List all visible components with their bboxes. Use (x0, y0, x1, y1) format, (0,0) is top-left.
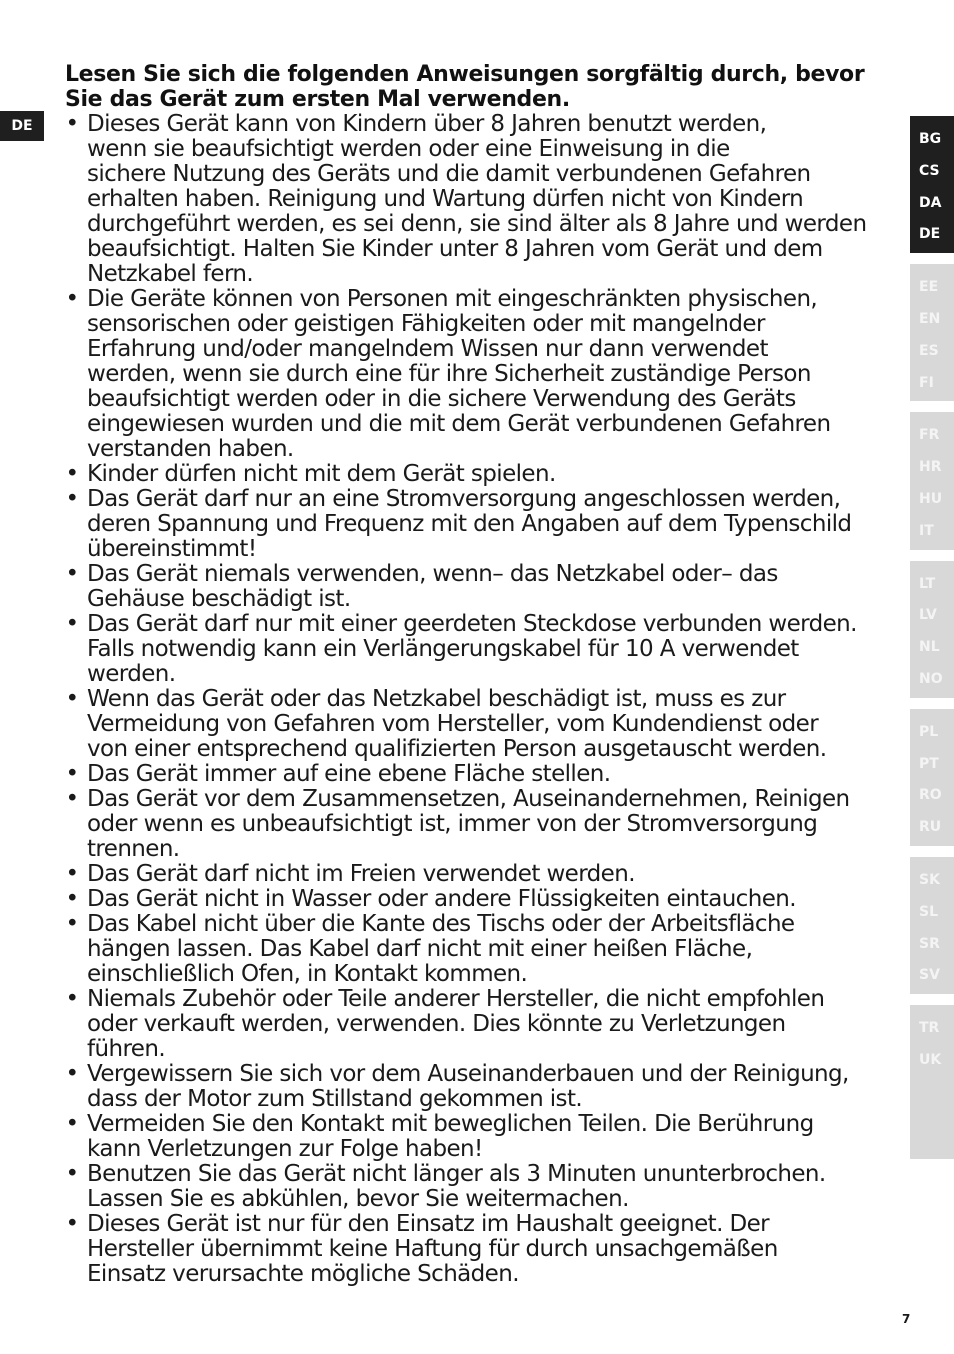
list-item-line: Kinder dürfen nicht mit dem Gerät spielen. (87, 461, 556, 487)
bullet-icon: • (65, 911, 79, 937)
list-item (65, 762, 895, 787)
bullet-icon: • (65, 1211, 79, 1237)
list-item (65, 112, 895, 287)
bullet-icon: • (65, 686, 79, 712)
bullet-icon: • (65, 786, 79, 812)
bullet-icon: • (65, 761, 79, 787)
list-item-line: Dieses Gerät ist nur für den Einsatz im Haushalt geeignet. Der (87, 1211, 770, 1237)
list-item-line: hängen lassen. Das Kabel darf nicht mit einer heißen Fläche, (87, 936, 753, 962)
list-item (65, 612, 895, 687)
language-group (910, 264, 954, 401)
language-group (910, 561, 954, 698)
list-item (65, 862, 895, 887)
language-code-bg: BG (919, 131, 942, 147)
list-item-line: von einer entsprechend qualifizierten Person ausgetauscht werden. (87, 736, 827, 762)
language-code-sk: SK (919, 871, 940, 888)
language-code-pl: PL (919, 723, 939, 740)
bullet-icon: • (65, 561, 79, 587)
list-item (65, 1162, 895, 1212)
list-item-line: eingewiesen wurden und die mit dem Gerät verbundenen Gefahren (87, 411, 831, 437)
language-code-fi: FI (919, 374, 934, 391)
language-code-sl: SL (919, 903, 939, 920)
page-number: 7 (902, 1312, 911, 1326)
list-item (65, 287, 895, 462)
list-item-line: führen. (87, 1036, 166, 1062)
list-item-line: Vergewissern Sie sich vor dem Auseinanderbauen und der Reinigung, (87, 1061, 849, 1087)
list-item-line: beaufsichtigt werden oder in die sichere Verwendung des Geräts (87, 386, 796, 412)
list-item-line: Hersteller übernimmt keine Haftung für durch unsachgemäßen (87, 1236, 778, 1262)
list-item (65, 1212, 895, 1287)
bullet-icon: • (65, 286, 79, 312)
language-code-pt: PT (919, 755, 939, 772)
list-item (65, 1112, 895, 1162)
language-code-uk: UK (919, 1051, 942, 1068)
instruction-list (65, 112, 895, 1287)
list-item-line: Erfahrung und/oder mangelndem Wissen nur dann verwendet (87, 336, 768, 362)
list-item-line: einschließlich Ofen, in Kontakt kommen. (87, 961, 528, 987)
list-item-line: werden. (87, 661, 176, 687)
language-code-lt: LT (919, 575, 936, 592)
list-item-line: trennen. (87, 836, 180, 862)
list-item-line: Dieses Gerät kann von Kindern über 8 Jahren benutzt werden, (87, 111, 767, 137)
language-code-de: DE (919, 226, 941, 243)
language-group (910, 1005, 954, 1159)
language-code-fr: FR (919, 427, 940, 444)
list-item-line: verstanden haben. (87, 436, 294, 462)
language-code-en: EN (919, 310, 941, 327)
list-item-line: Das Gerät immer auf eine ebene Fläche stellen. (87, 761, 611, 787)
list-item (65, 987, 895, 1062)
list-item-line: Gehäuse beschädigt ist. (87, 586, 351, 612)
language-code-ru: RU (919, 819, 942, 836)
language-code-sr: SR (919, 935, 940, 952)
list-item-line: Niemals Zubehör oder Teile anderer Hersteller, die nicht empfohlen (87, 986, 825, 1012)
list-item-line: Das Gerät darf nur mit einer geerdeten Steckdose verbunden werden. (87, 611, 857, 637)
list-item-line: werden, wenn sie durch eine für ihre Sicherheit zuständige Person (87, 361, 811, 387)
language-code-cs: CS (919, 162, 940, 179)
language-code-tr: TR (919, 1020, 940, 1037)
bullet-icon: • (65, 1061, 79, 1087)
list-item-line: erhalten haben. Reinigung und Wartung dürfen nicht von Kindern (87, 186, 804, 212)
bullet-icon: • (65, 111, 79, 137)
list-item-line: oder verkauft werden, verwenden. Dies könnte zu Verletzungen (87, 1011, 786, 1037)
list-item-line: Einsatz verursachte mögliche Schäden. (87, 1261, 519, 1287)
bullet-icon: • (65, 986, 79, 1012)
page-heading: Lesen Sie sich die folgenden Anweisungen sorgfältig durch, bevor Sie das Gerät zum ersten Mal verwenden. (65, 62, 865, 112)
list-item-line: Das Gerät niemals verwenden, wenn– das Netzkabel oder– das (87, 561, 778, 587)
language-group (910, 857, 954, 994)
list-item-line: Das Gerät nicht in Wasser oder andere Flüssigkeiten eintauchen. (87, 886, 796, 912)
list-item-line: Vermeidung von Gefahren vom Hersteller, vom Kundendienst oder (87, 711, 819, 737)
list-item-line: kann Verletzungen zur Folge haben! (87, 1136, 483, 1162)
list-item (65, 487, 895, 562)
list-item-line: durchgeführt werden, es sei denn, sie sind älter als 8 Jahre und werden (87, 211, 867, 237)
bullet-icon: • (65, 1161, 79, 1187)
list-item-line: Das Kabel nicht über die Kante des Tischs oder der Arbeitsfläche (87, 911, 795, 937)
list-item-line: wenn sie beaufsichtigt werden oder eine Einweisung in die (87, 136, 730, 162)
list-item-line: beaufsichtigt. Halten Sie Kinder unter 8 Jahren vom Gerät und dem (87, 236, 823, 262)
list-item-line: Das Gerät vor dem Zusammensetzen, Auseinandernehmen, Reinigen (87, 786, 850, 812)
bullet-icon: • (65, 1111, 79, 1137)
list-item (65, 887, 895, 912)
language-sidebar (910, 116, 954, 1170)
language-code-hr: HR (919, 459, 942, 476)
language-tag: DE (0, 111, 44, 141)
list-item-line: übereinstimmt! (87, 536, 257, 562)
language-code-nl: NL (919, 639, 940, 656)
language-code-ee: EE (919, 279, 939, 296)
list-item (65, 1062, 895, 1112)
language-group (910, 709, 954, 846)
bullet-icon: • (65, 861, 79, 887)
language-code-hu: HU (919, 490, 943, 507)
list-item-line: Die Geräte können von Personen mit eingeschränkten physischen, (87, 286, 818, 312)
language-code-es: ES (919, 342, 939, 359)
list-item-line: deren Spannung und Frequenz mit den Angaben auf dem Typenschild (87, 511, 852, 537)
list-item (65, 562, 895, 612)
language-code-lv: LV (919, 607, 937, 624)
language-code-it: IT (919, 522, 934, 539)
language-code-da: DA (919, 194, 942, 211)
language-group (910, 412, 954, 549)
main-content (65, 62, 895, 1287)
bullet-icon: • (65, 611, 79, 637)
bullet-icon: • (65, 886, 79, 912)
language-code-no: NO (919, 670, 943, 687)
list-item (65, 462, 895, 487)
list-item-line: Wenn das Gerät oder das Netzkabel beschädigt ist, muss es zur (87, 686, 786, 712)
list-item-line: Netzkabel fern. (87, 261, 254, 287)
list-item-line: Benutzen Sie das Gerät nicht länger als 3 Minuten ununterbrochen. (87, 1161, 826, 1187)
list-item-line: oder wenn es unbeaufsichtigt ist, immer von der Stromversorgung (87, 811, 818, 837)
language-group (910, 116, 954, 253)
list-item-line: Lassen Sie es abkühlen, bevor Sie weitermachen. (87, 1186, 629, 1212)
list-item-line: Falls notwendig kann ein Verlängerungskabel für 10 A verwendet (87, 636, 799, 662)
list-item-line: sichere Nutzung des Geräts und die damit verbundenen Gefahren (87, 161, 811, 187)
language-code-ro: RO (919, 787, 942, 804)
language-code-sv: SV (919, 967, 940, 984)
list-item-line: dass der Motor zum Stillstand gekommen ist. (87, 1086, 583, 1112)
list-item (65, 687, 895, 762)
list-item-line: Das Gerät darf nur an eine Stromversorgung angeschlossen werden, (87, 486, 841, 512)
bullet-icon: • (65, 461, 79, 487)
list-item-line: sensorischen oder geistigen Fähigkeiten oder mit mangelnder (87, 311, 765, 337)
list-item-line: Vermeiden Sie den Kontakt mit beweglichen Teilen. Die Berührung (87, 1111, 814, 1137)
list-item (65, 912, 895, 987)
bullet-icon: • (65, 486, 79, 512)
list-item (65, 787, 895, 862)
list-item-line: Das Gerät darf nicht im Freien verwendet werden. (87, 861, 635, 887)
